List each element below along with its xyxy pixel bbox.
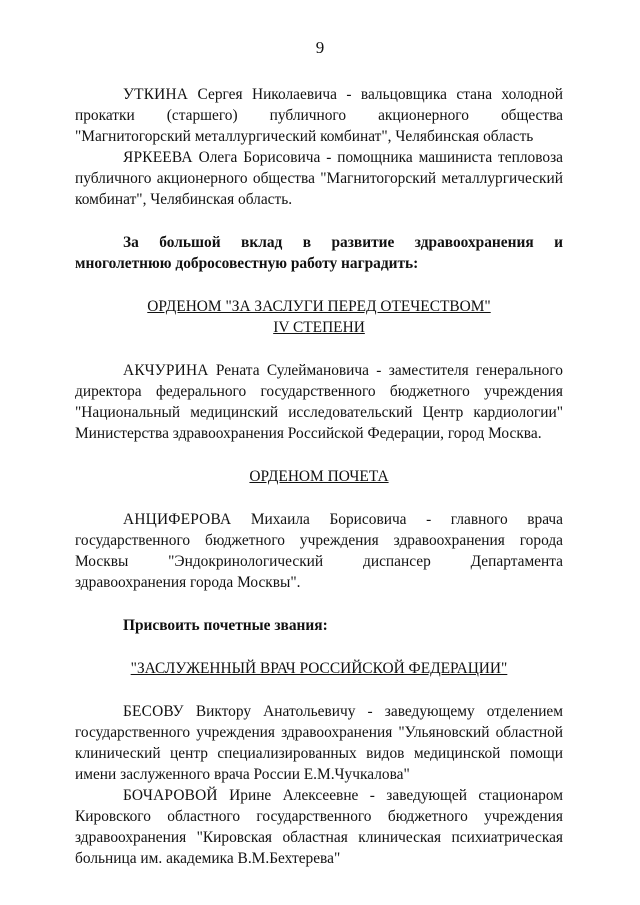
titles-intro: Присвоить почетные звания:: [123, 617, 328, 634]
person-details: Сергея Николаевича - вальцовщика стана холодной прокатки (старшего) публичного акционерного общества "Магнитогорский металлургический комбинат", Челябинская область: [75, 86, 563, 145]
award-paragraph-besov: [75, 701, 563, 785]
award-paragraph-yarkeev: [75, 147, 563, 210]
order-heading-merit: ОРДЕНОМ "ЗА ЗАСЛУГИ ПЕРЕД ОТЕЧЕСТВОМ" IV СТЕПЕНИ: [147, 298, 491, 336]
award-paragraph-bocharova: [75, 785, 563, 869]
person-name: АКЧУРИНА: [123, 362, 209, 379]
person-name: АНЦИФЕРОВА: [123, 511, 232, 528]
document-body: [75, 84, 563, 869]
person-name: УТКИНА: [123, 86, 189, 103]
person-details: Михаила Борисовича - главного врача государственного бюджетного учреждения здравоохранения города Москвы "Эндокринологический диспансер Департамента здравоохранения города Москвы".: [75, 511, 563, 591]
person-name: БЕСОВУ: [123, 703, 184, 720]
order-heading-honor: ОРДЕНОМ ПОЧЕТА: [249, 468, 389, 485]
person-details: Ирине Алексеевне - заведующей стационаром Кировского областного государственного бюджетного учреждения здравоохранения "Кировская областная клиническая психиатрическая больница им. академика В.М.Бехтерева": [75, 787, 563, 867]
award-paragraph-akchurin: [75, 360, 563, 444]
award-paragraph-utkin: [75, 84, 563, 147]
person-details: Виктору Анатольевичу - заведующему отделением государственного учреждения здравоохранения "Ульяновский областной клинический центр специализированных видов медицинской помощи имени заслуженного врача России Е.М.Чучкалова": [75, 703, 563, 783]
award-paragraph-antsiferov: [75, 509, 563, 593]
person-details: Олега Борисовича - помощника машиниста тепловоза публичного акционерного общества "Магнитогорский металлургический комбинат", Челябинская область.: [75, 149, 563, 208]
award-intro: За большой вклад в развитие здравоохранения и многолетнюю добросовестную работу наградить:: [75, 234, 563, 272]
title-heading-doctor: "ЗАСЛУЖЕННЫЙ ВРАЧ РОССИЙСКОЙ ФЕДЕРАЦИИ": [130, 660, 508, 677]
person-name: БОЧАРОВОЙ: [123, 787, 218, 804]
page-number: 9: [315, 38, 325, 57]
person-name: ЯРКЕЕВА: [123, 149, 193, 166]
person-details: Рената Сулеймановича - заместителя генерального директора федерального государственного бюджетного учреждения "Национальный медицинский исследовательский Центр кардиологии" Министерства здравоохранения Российской Федерации, город Москва.: [75, 362, 563, 442]
